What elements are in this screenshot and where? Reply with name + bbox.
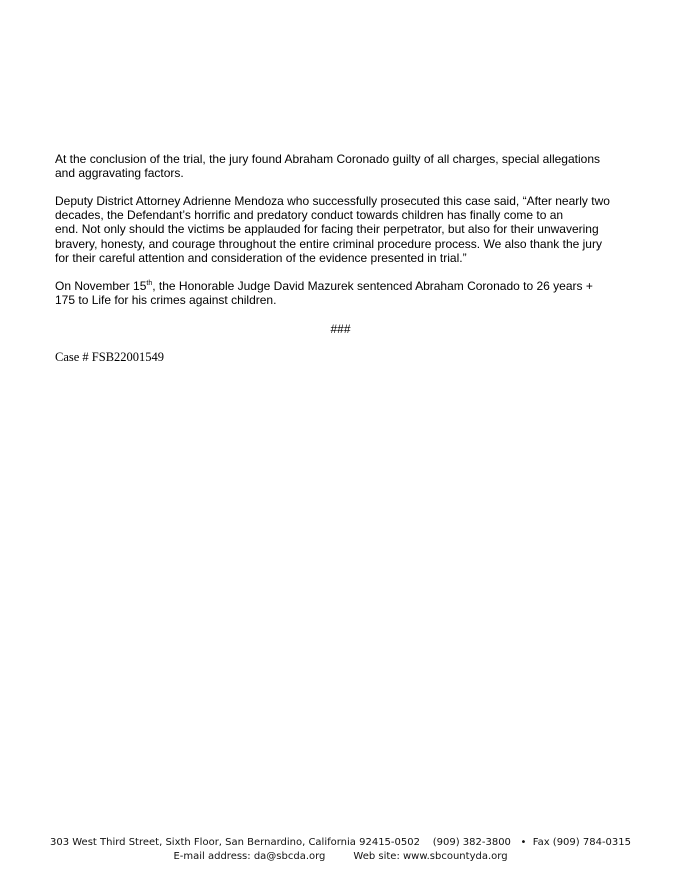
text-line: for their careful attention and consideration of the evidence presented in trial.” [55,250,467,265]
letterhead-footer [0,836,681,864]
footer-contact-row [0,836,681,850]
text-line: bravery, honesty, and courage throughout the entire criminal procedure process. We also thank the jury [55,236,602,251]
text-line [55,279,635,293]
ordinal-suffix: th [146,280,153,287]
text-line: Deputy District Attorney Adrienne Mendoza who successfully prosecuted this case said, “After nearly two [55,194,610,208]
case-number: Case # FSB22001549 [55,350,165,364]
bullet-separator: • [520,837,527,848]
footer-website: Web site: www.sbcountyda.org [353,851,508,862]
text-line: At the conclusion of the trial, the jury found Abraham Coronado guilty of all charges, special allegations [55,152,600,166]
paragraph-quote [55,194,635,265]
text-line: end. Not only should the victims be applauded for facing their perpetrator, but also for their unwavering [55,222,599,237]
footer-fax: Fax (909) 784-0315 [532,837,632,848]
text-line: decades, the Defendant’s horrific and predatory conduct towards children has finally come to an [55,208,564,223]
text-line: and aggravating factors. [55,166,184,181]
section-separator: ### [330,322,351,336]
paragraph-verdict [55,152,635,180]
footer-phone: (909) 382-3800 [432,837,511,848]
paragraph-sentence [55,279,635,307]
footer-address: 303 West Third Street, Sixth Floor, San Bernardino, California 92415-0502 [49,837,420,848]
text-run: On November 15 [55,279,147,293]
footer-email: E-mail address: da@sbcda.org [173,851,326,862]
footer-web-row [0,850,681,864]
text-run: , the Honorable Judge David Mazurek sentenced Abraham Coronado to 26 years + [152,279,593,293]
text-line: 175 to Life for his crimes against children. [55,293,277,308]
